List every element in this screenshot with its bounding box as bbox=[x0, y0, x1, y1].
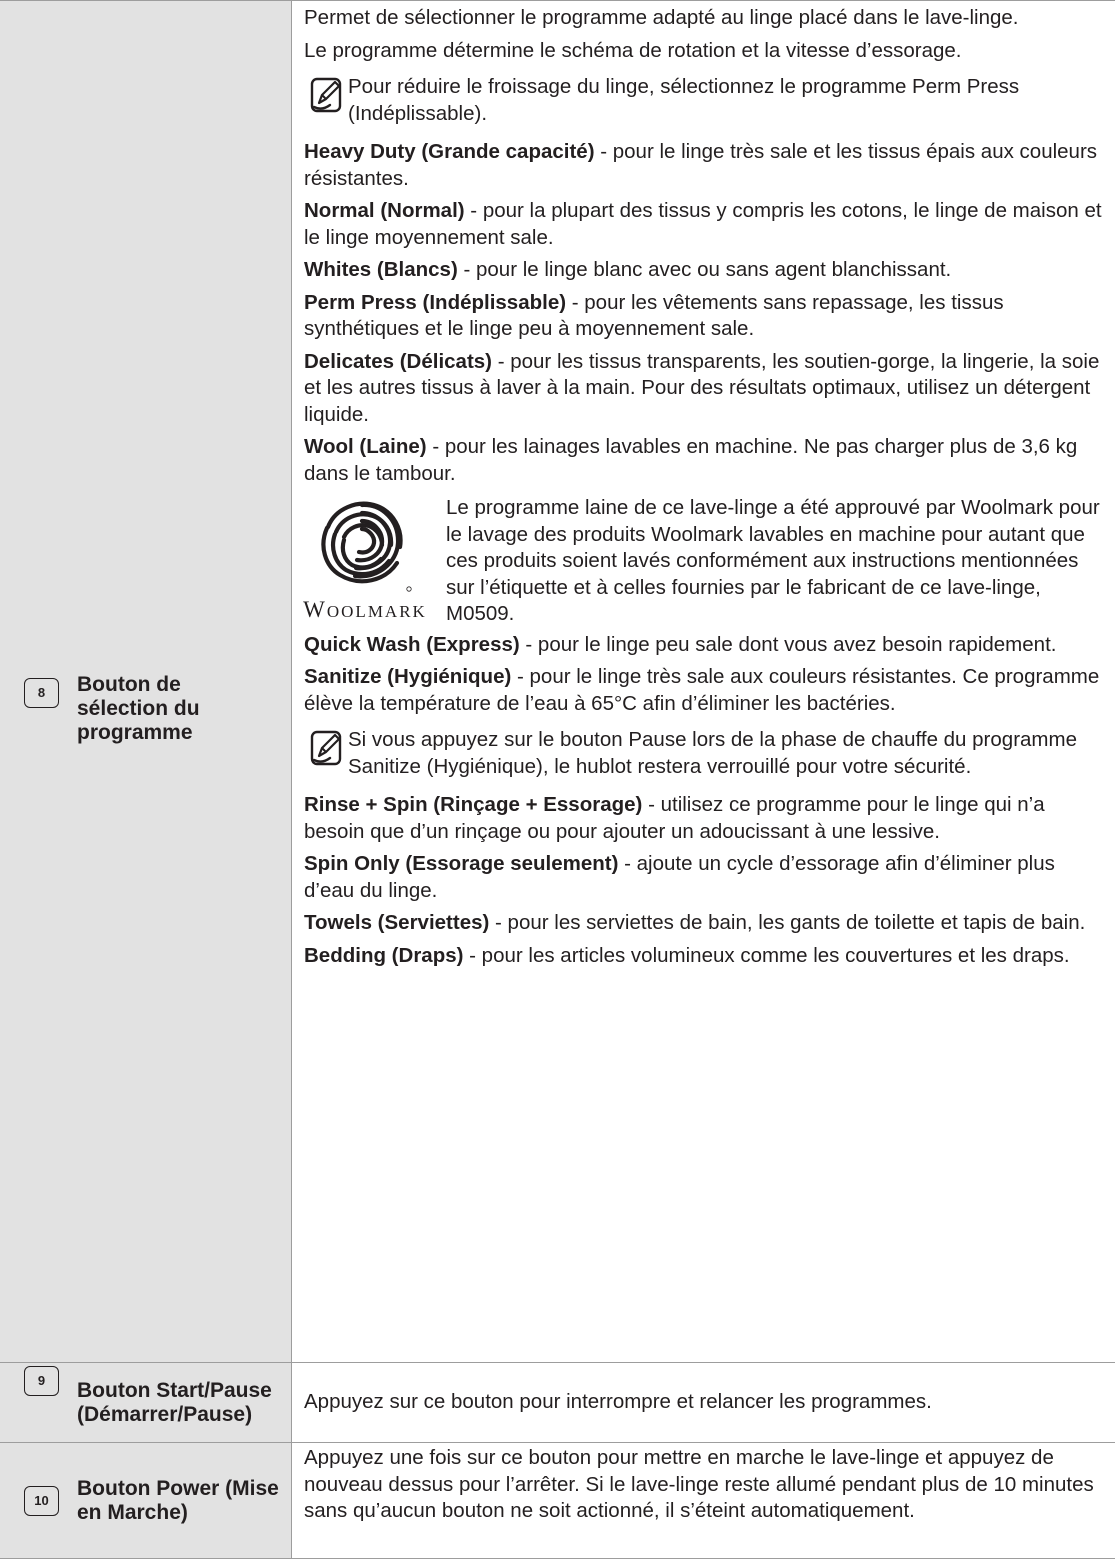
program-item bbox=[304, 349, 1107, 429]
row-label: Bouton Power (Mise en Marche) bbox=[77, 1476, 279, 1524]
program-item bbox=[304, 434, 1107, 487]
program-description: - pour le linge très sale aux couleurs résistantes. Ce programme élève la température de l’eau à 65°C afin d’éliminer les bactéries. bbox=[304, 665, 1100, 715]
intro-text: Le programme détermine le schéma de rotation et la vitesse d’essorage. bbox=[304, 38, 962, 62]
table-row-start-pause bbox=[0, 1363, 1115, 1443]
program-description: - utilisez ce programme pour le linge qui n’a besoin que d’un rinçage ou pour ajouter un adoucissant à une lessive. bbox=[304, 793, 1045, 843]
program-item bbox=[304, 257, 1107, 284]
program-list bbox=[304, 792, 1107, 969]
row-label-cell bbox=[0, 1443, 292, 1558]
program-list bbox=[304, 139, 1107, 487]
table-row-program-selector bbox=[0, 1, 1115, 1363]
program-item bbox=[304, 198, 1107, 251]
intro-text: Permet de sélectionner le programme adapté au linge placé dans le lave-linge. bbox=[304, 6, 1019, 29]
woolmark-logo-text: WOOLMARK bbox=[303, 597, 427, 622]
program-name: Rinse + Spin (Rinçage + Essorage) bbox=[304, 793, 643, 816]
program-item bbox=[304, 792, 1107, 845]
program-name: Towels (Serviettes) bbox=[304, 911, 490, 934]
row-label-cell bbox=[0, 1363, 292, 1442]
program-item bbox=[304, 664, 1107, 717]
program-item bbox=[304, 632, 1107, 659]
row-label-cell bbox=[0, 1, 292, 1362]
program-name: Sanitize (Hygiénique) bbox=[304, 665, 512, 688]
note-pencil-icon bbox=[310, 76, 344, 116]
row-text: Appuyez sur ce bouton pour interrompre et relancer les programmes. bbox=[304, 1390, 932, 1414]
program-item bbox=[304, 910, 1107, 937]
program-description: - pour les vêtements sans repassage, les tissus synthétiques et le linge peu à moyennement sale. bbox=[304, 290, 1004, 340]
note-text: Si vous appuyez sur le bouton Pause lors de la phase de chauffe du programme Sanitize (Hygiénique), le hublot restera verrouillé pour votre sécurité. bbox=[348, 728, 1077, 778]
program-name: Quick Wash (Express) bbox=[304, 632, 520, 656]
program-description: - pour la plupart des tissus y compris les cotons, le linge de maison et le linge moyennement sale. bbox=[304, 199, 1102, 249]
row-description bbox=[292, 1, 1115, 1362]
item-number-badge: 9 bbox=[24, 1366, 59, 1396]
program-description: - pour les serviettes de bain, les gants de toilette et tapis de bain. bbox=[489, 911, 1086, 934]
program-description: - pour les articles volumineux comme les couvertures et les draps. bbox=[463, 943, 1070, 967]
program-description: - pour les tissus transparents, les soutien-gorge, la lingerie, la soie et les autres tissus à laver à la main. Pour des résultats optimaux, utilisez un détergent liquide. bbox=[304, 349, 1100, 426]
row-label: Bouton Start/Pause (Démarrer/Pause) bbox=[77, 1378, 272, 1426]
program-name: Bedding (Draps) bbox=[304, 943, 464, 967]
row-label: Bouton de sélection du programme bbox=[77, 672, 200, 744]
note-box bbox=[310, 727, 1107, 780]
program-name: Delicates (Délicats) bbox=[304, 349, 493, 373]
program-name: Normal (Normal) bbox=[304, 199, 465, 222]
program-description: - ajoute un cycle d’essorage afin d’éliminer plus d’eau du linge. bbox=[304, 852, 1055, 902]
program-item bbox=[304, 851, 1107, 904]
program-name: Heavy Duty (Grande capacité) bbox=[304, 140, 595, 163]
note-pencil-icon bbox=[310, 729, 344, 769]
item-number-badge: 8 bbox=[24, 678, 59, 708]
note-text: Pour réduire le froissage du linge, sélectionnez le programme Perm Press (Indéplissable). bbox=[348, 75, 1020, 125]
program-name: Whites (Blancs) bbox=[304, 258, 458, 281]
table-row-power bbox=[0, 1443, 1115, 1559]
row-description bbox=[292, 1363, 1115, 1442]
program-description: - pour les lainages lavables en machine. Ne pas charger plus de 3,6 kg dans le tambour. bbox=[304, 435, 1078, 485]
program-name: Perm Press (Indéplissable) bbox=[304, 290, 567, 314]
note-box bbox=[310, 74, 1107, 127]
program-name: Wool (Laine) bbox=[304, 435, 427, 458]
woolmark-text: Le programme laine de ce lave-linge a été approuvé par Woolmark pour le lavage des produits Woolmark lavables en machine pour autant que ces produits soient lavés conformément aux instructions mentionnées sur l’étiquette et à celles fournies par le fabricant de ce lave-linge, M0509. bbox=[446, 496, 1100, 625]
program-description: - pour le linge blanc avec ou sans agent blanchissant. bbox=[457, 258, 952, 281]
program-item bbox=[304, 290, 1107, 343]
item-number-badge: 10 bbox=[24, 1486, 59, 1516]
row-description bbox=[292, 1443, 1115, 1558]
woolmark-block bbox=[304, 495, 1107, 628]
program-item bbox=[304, 943, 1107, 970]
program-description: - pour le linge peu sale dont vous avez besoin rapidement. bbox=[519, 632, 1057, 656]
program-list bbox=[304, 632, 1107, 718]
program-item bbox=[304, 139, 1107, 192]
woolmark-icon bbox=[306, 495, 424, 595]
row-text: Appuyez une fois sur ce bouton pour mettre en marche le lave-linge et appuyez de nouveau dessus pour l’arrêter. Si le lave-linge reste allumé pendant plus de 10 minutes sans qu’aucun bouton ne soit actionné, il s’éteint automatiquement. bbox=[304, 1446, 1094, 1522]
program-description: - pour le linge très sale et les tissus épais aux couleurs résistantes. bbox=[304, 140, 1098, 190]
program-name: Spin Only (Essorage seulement) bbox=[304, 852, 619, 875]
woolmark-logo bbox=[292, 495, 438, 628]
